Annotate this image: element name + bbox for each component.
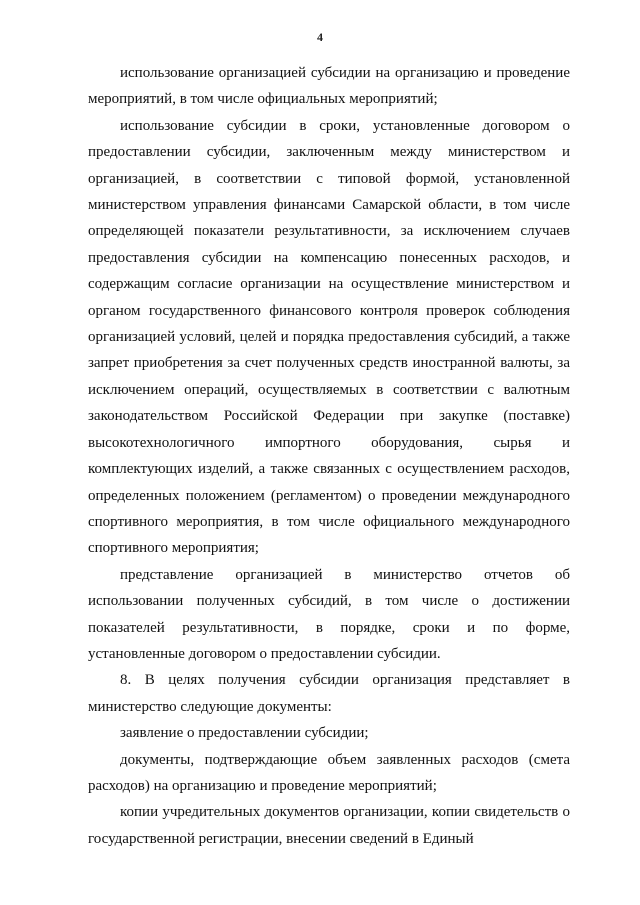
paragraph: представление организацией в министерство отчетов об использовании полученных субсидий, в том числе о достижении показателей результативности, в порядке, сроки и по форме, установленные договором о предоставлении субсидии. (88, 566, 570, 662)
paragraph: 8. В целях получения субсидии организация представляет в министерство следующие документы: (88, 672, 570, 715)
page-number: 4 (317, 30, 323, 44)
paragraph: документы, подтверждающие объем заявленных расходов (смета расходов) на организацию и проведение мероприятий; (88, 751, 570, 794)
paragraph: копии учредительных документов организации, копии свидетельств о государственной регистрации, внесении сведений в Единый (88, 804, 570, 847)
paragraph: использование организацией субсидии на организацию и проведение мероприятий, в том числе официальных мероприятий; (88, 65, 570, 108)
paragraph: заявление о предоставлении субсидии; (120, 725, 369, 742)
document-body (88, 60, 570, 852)
paragraph: использование субсидии в сроки, установленные договором о предоставлении субсидии, заключенным между министерством и организацией, в соответствии с типовой формой, установленной министерством управления финансами Самарской области, в том числе определяющей показатели результативности, за исключением случаев предоставления субсидии на компенсацию понесенных расходов, и содержащим согласие организации на осуществление министерством и органом государственного финансового контроля проверок соблюдения организацией условий, целей и порядка предоставления субсидий, а также запрет приобретения за счет полученных средств иностранной валюты, за исключением операций, осуществляемых в соответствии с валютным законодательством Российской Федерации при закупке (поставке) высокотехнологичного импортного оборудования, сырья и комплектующих изделий, а также связанных с осуществлением расходов, определенных положением (регламентом) о проведении международного спортивного мероприятия, в том числе официального международного спортивного мероприятия; (88, 117, 570, 557)
